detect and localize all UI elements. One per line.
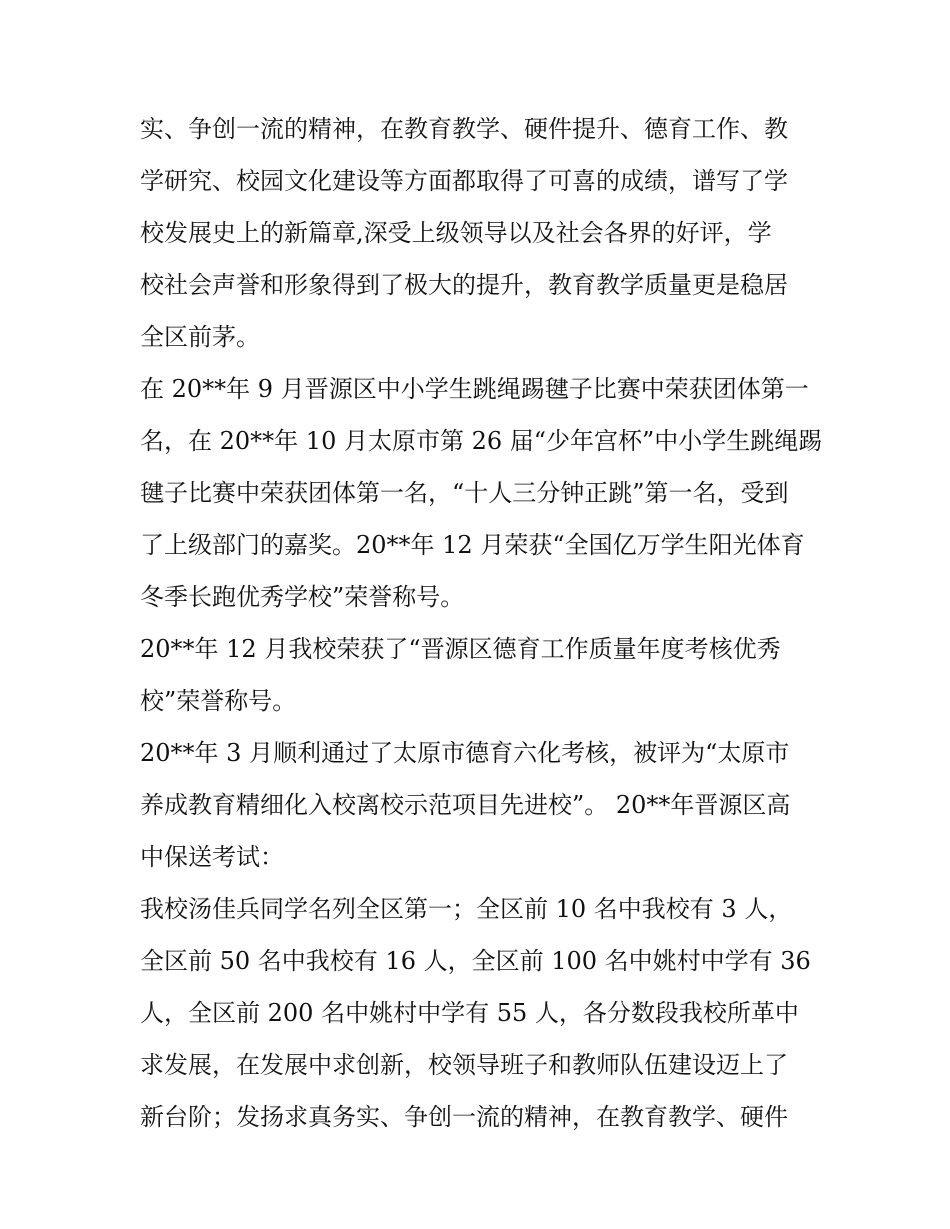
text-line: 校”荣誉称号。 [140, 687, 297, 715]
text-line: 20**年 3 月顺利通过了太原市德育六化考核，被评为“太原市 [140, 739, 790, 767]
text-line: 全区前茅。 [140, 323, 260, 351]
text-line: 中保送考试： [140, 843, 284, 871]
text-line: 新台阶；发扬求真务实、争创一流的精神，在教育教学、硬件 [140, 1103, 788, 1131]
text-line: 了上级部门的嘉奖。20**年 12 月荣获“全国亿万学生阳光体育 [140, 531, 805, 559]
text-line: 养成教育精细化入校离校示范项目先进校”。 20**年晋源区高 [140, 791, 791, 819]
text-line: 求发展，在发展中求创新，校领导班子和教师队伍建设迈上了 [140, 1051, 788, 1079]
text-line: 实、争创一流的精神，在教育教学、硬件提升、德育工作、教 [140, 115, 788, 143]
text-line: 人，全区前 200 名中姚村中学有 55 人，各分数段我校所革中 [140, 999, 799, 1027]
text-line: 名，在 20**年 10 月太原市第 26 届“少年宫杯”中小学生跳绳踢 [140, 427, 823, 455]
text-line: 20**年 12 月我校荣获了“晋源区德育工作质量年度考核优秀 [140, 635, 781, 663]
text-line: 全区前 50 名中我校有 16 人，全区前 100 名中姚村中学有 36 [140, 947, 811, 975]
text-line: 校发展史上的新篇章,深受上级领导以及社会各界的好评，学 [140, 219, 772, 247]
text-line: 学研究、校园文化建设等方面都取得了可喜的成绩，谱写了学 [140, 167, 788, 195]
text-line: 毽子比赛中荣获团体第一名，“十人三分钟正跳”第一名，受到 [140, 479, 789, 507]
text-line: 在 20**年 9 月晋源区中小学生跳绳踢毽子比赛中荣获团体第一 [140, 375, 809, 403]
text-line: 我校汤佳兵同学名列全区第一；全区前 10 名中我校有 3 人， [140, 895, 793, 923]
text-line: 冬季长跑优秀学校”荣誉称号。 [140, 583, 465, 611]
text-line: 校社会声誉和形象得到了极大的提升，教育教学质量更是稳居 [140, 271, 788, 299]
document-body [140, 103, 840, 1143]
